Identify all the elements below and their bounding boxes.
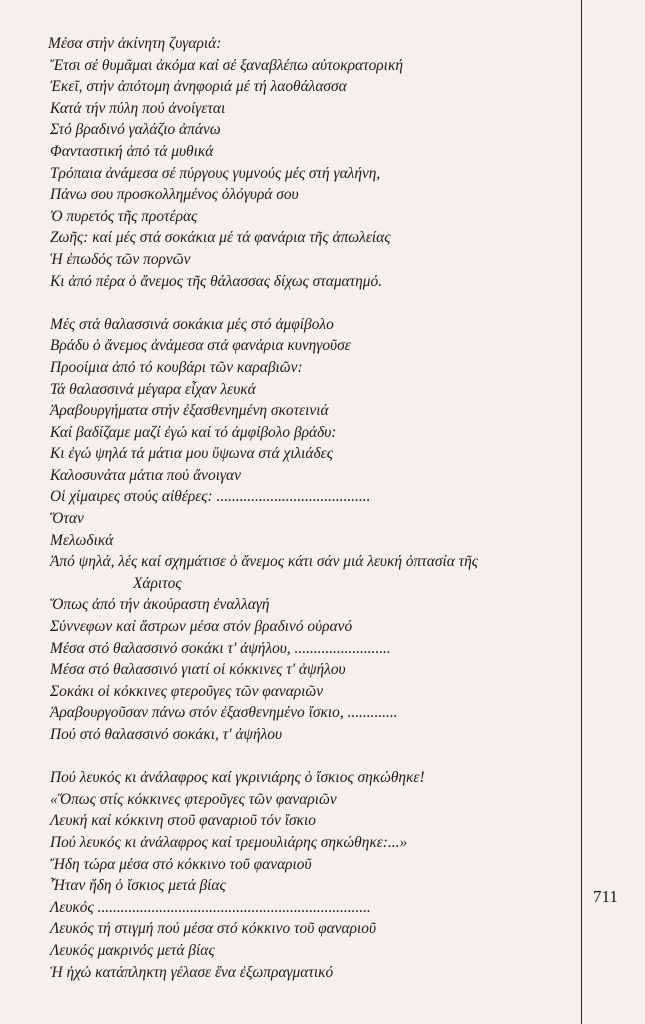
poem-line: Ἡ ἐπωδός τῶν πορνῶν xyxy=(50,250,191,268)
poem-line: Χάριτος xyxy=(133,574,182,592)
poem-line: Ἤδη τώρα μέσα στό κόκκινο τοῦ φαναριοῦ xyxy=(50,855,312,873)
poem-line: Μές στά θαλασσινά σοκάκια μές στό ἀμφίβολο xyxy=(50,315,334,333)
poem-line: Βράδυ ὁ ἄνεμος ἀνάμεσα στά φανάρια κυνηγοῦσε xyxy=(50,337,351,355)
poem-line: Τρόπαια ἀνάμεσα σέ πύργους γυμνούς μές στή γαλήνη, xyxy=(50,164,381,182)
poem-line: Καλοσυνάτα μάτια πού ἄνοιγαν xyxy=(50,466,241,484)
poem-line: Ὁ πυρετός τῆς προτέρας xyxy=(50,207,198,225)
poem-line: Ὅπως ἀπό τήν ἀκούραστη ἐναλλαγή xyxy=(50,596,270,614)
poem-line: Λευκός ....................................................................... xyxy=(50,898,371,916)
poem-line: Μελωδικά xyxy=(50,531,114,549)
poem-line: Πού στό θαλασσινό σοκάκι, τ' ἀψήλου xyxy=(50,726,283,743)
poem-line: Οἱ χίμαιρες στούς αἰθέρες: ........................................ xyxy=(50,488,371,506)
margin-rule xyxy=(581,0,582,1024)
poem-line: «Ὅπως στίς κόκκινες φτεροῦγες τῶν φαναριῶν xyxy=(50,790,337,808)
poem-line: Στό βραδινό γαλάζιο ἀπάνω xyxy=(50,121,221,139)
poem-line: Τά θαλασσινά μέγαρα εἶχαν λευκά xyxy=(50,380,256,398)
poem-line: Λευκός τή στιγμή πού μέσα στό κόκκινο τοῦ φαναριοῦ xyxy=(50,920,377,938)
poem-line: Ἀπό ψηλά, λές καί σχημάτισε ὁ ἄνεμος κάτι σάν μιά λευκή ὀπτασία τῆς xyxy=(50,553,479,571)
poem-line: Κατά τήν πύλη πού ἀνοίγεται xyxy=(50,99,226,117)
poem-line: Μέσα στό θαλασσινό σοκάκι τ' ἀψήλου, ......................... xyxy=(50,639,391,657)
poem-line: Κι ἐγώ ψηλά τά μάτια μου ὕψωνα στά χιλιάδες xyxy=(50,445,333,463)
poem-line: Λευκή καί κόκκινη στοῦ φαναριοῦ τόν ἴσκιο xyxy=(50,812,316,830)
poem-line: Προοίμια ἀπό τό κουβάρι τῶν καραβιῶν: xyxy=(50,358,303,376)
poem-line: Φανταστική ἀπό τά μυθικά xyxy=(50,142,214,160)
poem-line: Ἦταν ἤδη ὁ ἴσκιος μετά βίας xyxy=(50,877,226,895)
poem-line: Σύννεφων καί ἄστρων μέσα στόν βραδινό οὐρανό xyxy=(50,618,353,636)
poem-line: Ἀραβουργήματα στήν ἐξασθενημένη σκοτεινιά xyxy=(50,402,329,420)
poem-text xyxy=(48,33,608,983)
poem-line: Πάνω σου προσκολλημένος ὀλόγυρά σου xyxy=(50,186,299,204)
poem-line: Ἐκεῖ, στήν ἀπότομη ἀνηφοριά μέ τή λαοθάλασσα xyxy=(50,78,347,96)
poem-line: Ὅταν xyxy=(50,510,84,528)
poem-line: Πού λευκός κι ἀνάλαφρος καί γκρινιάρης ὁ ἴσκιος σηκώθηκε! xyxy=(50,769,425,787)
poem-line: Καί βαδίζαμε μαζί ἐγώ καί τό ἀμφίβολο βράδυ: xyxy=(50,423,337,441)
poem-line: Κι ἀπό πέρα ὁ ἄνεμος τῆς θάλασσας δίχως σταματημό. xyxy=(50,272,383,290)
poem-line: Ἀραβουργοῦσαν πάνω στόν ἐξασθενημένο ἴσκιο, ............. xyxy=(50,704,398,722)
poem-line: Ἔτσι σέ θυμᾶμαι ἀκόμα καί σέ ξαναβλέπω αὐτοκρατορική xyxy=(50,56,403,74)
poem-line: Λευκός μακρινός μετά βίας xyxy=(50,941,215,959)
poem-line: Μέσα στήν ἀκίνητη ζυγαριά: xyxy=(48,35,222,52)
poem-line: Σοκάκι οἱ κόκκινες φτεροῦγες τῶν φαναριῶν xyxy=(50,682,324,700)
page-number: 711 xyxy=(593,887,618,906)
poem-line: Ἡ ἠχώ κατάπληκτη γέλασε ἕνα ἐξωπραγματικό xyxy=(50,963,334,981)
poem-line: Μέσα στό θαλασσινό γιατί οἱ κόκκινες τ' ἀψήλου xyxy=(50,661,346,679)
poem-line: Πού λευκός κι ἀνάλαφρος καί τρεμουλιάρης σηκώθηκε:...» xyxy=(50,833,408,851)
poem-line: Ζωῆς: καί μές στά σοκάκια μέ τά φανάρια τῆς ἀπωλείας xyxy=(50,229,391,247)
